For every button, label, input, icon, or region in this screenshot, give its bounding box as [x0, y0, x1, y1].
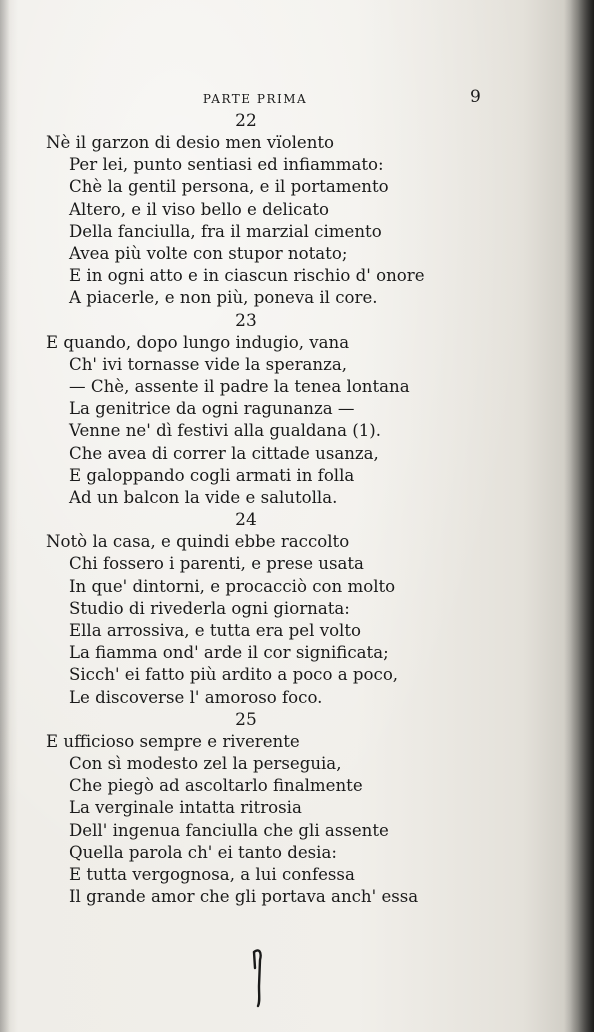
verse-line: E quando, dopo lungo indugio, vana	[46, 332, 350, 352]
stanza	[46, 310, 446, 510]
verse-line: La fiamma ond' arde il cor significata;	[69, 643, 389, 663]
verse-line: Quella parola ch' ei tanto desia:	[69, 842, 337, 862]
verse-line: Il grande amor che gli portava anch' essa	[69, 887, 419, 907]
verse-line: E tutta vergognosa, a lui confessa	[69, 865, 355, 885]
verse-line: Ad un balcon la vide e salutolla.	[69, 488, 338, 508]
stanza-number: 24	[235, 510, 257, 531]
verse-line: Ch' ivi tornasse vide la speranza,	[69, 354, 348, 374]
stanza	[46, 110, 446, 310]
stanza-number: 22	[235, 111, 257, 131]
verse-line: Per lei, punto sentiasi ed infiammato:	[69, 155, 384, 175]
verse-line: A piacerle, e non più, poneva il core.	[69, 288, 378, 308]
stanza	[46, 709, 446, 909]
verse-line: Avea più volte con stupor notato;	[69, 244, 348, 264]
verse-line: Studio di rivederla ogni giornata:	[69, 598, 350, 618]
verse-line: E galoppando cogli armati in folla	[69, 465, 355, 485]
page-binding-shadow	[564, 0, 594, 1032]
verse-line: La verginale intatta ritrosia	[69, 798, 302, 818]
verse-line: Della fanciulla, fra il marzial cimento	[69, 221, 382, 241]
stanza	[46, 509, 446, 709]
page-left-shadow	[0, 0, 10, 1032]
verse-line: In que' dintorni, e procacciò con molto	[69, 576, 396, 596]
verse-line: Con sì modesto zel la perseguia,	[69, 754, 342, 774]
signature-mark	[250, 946, 264, 1008]
verse-line: Che piegò ad ascoltarlo finalmente	[69, 776, 363, 796]
page-number: 9	[470, 87, 481, 107]
verse-line: Dell' ingenua fanciulla che gli assente	[69, 820, 389, 840]
verse-line: Le discoverse l' amoroso foco.	[69, 687, 323, 707]
verse-line: Venne ne' dì festivi alla gualdana (1).	[69, 421, 382, 441]
running-head: PARTE PRIMA	[202, 92, 308, 106]
verse-line: La genitrice da ogni ragunanza —	[69, 399, 355, 419]
stanza-number: 25	[235, 709, 257, 730]
verse-line: — Chè, assente il padre la tenea lontana	[69, 377, 410, 397]
verse-line: E in ogni atto e in ciascun rischio d' onore	[69, 266, 425, 286]
verse-line: Sicch' ei fatto più ardito a poco a poco,	[69, 665, 399, 685]
verse-line: Altero, e il viso bello e delicato	[69, 199, 330, 219]
verse-line: Chè la gentil persona, e il portamento	[69, 177, 389, 197]
stanza-number: 23	[235, 310, 257, 331]
verse-line: Notò la casa, e quindi ebbe raccolto	[46, 532, 350, 552]
verse-line: Che avea di correr la cittade usanza,	[69, 443, 379, 463]
verse-line: Ella arrossiva, e tutta era pel volto	[69, 621, 362, 641]
verse-line: E ufficioso sempre e riverente	[46, 731, 300, 751]
poem-text	[46, 110, 446, 909]
verse-line: Chi fossero i parenti, e prese usata	[69, 554, 364, 574]
verse-line: Nè il garzon di desio men vïolento	[46, 133, 335, 152]
